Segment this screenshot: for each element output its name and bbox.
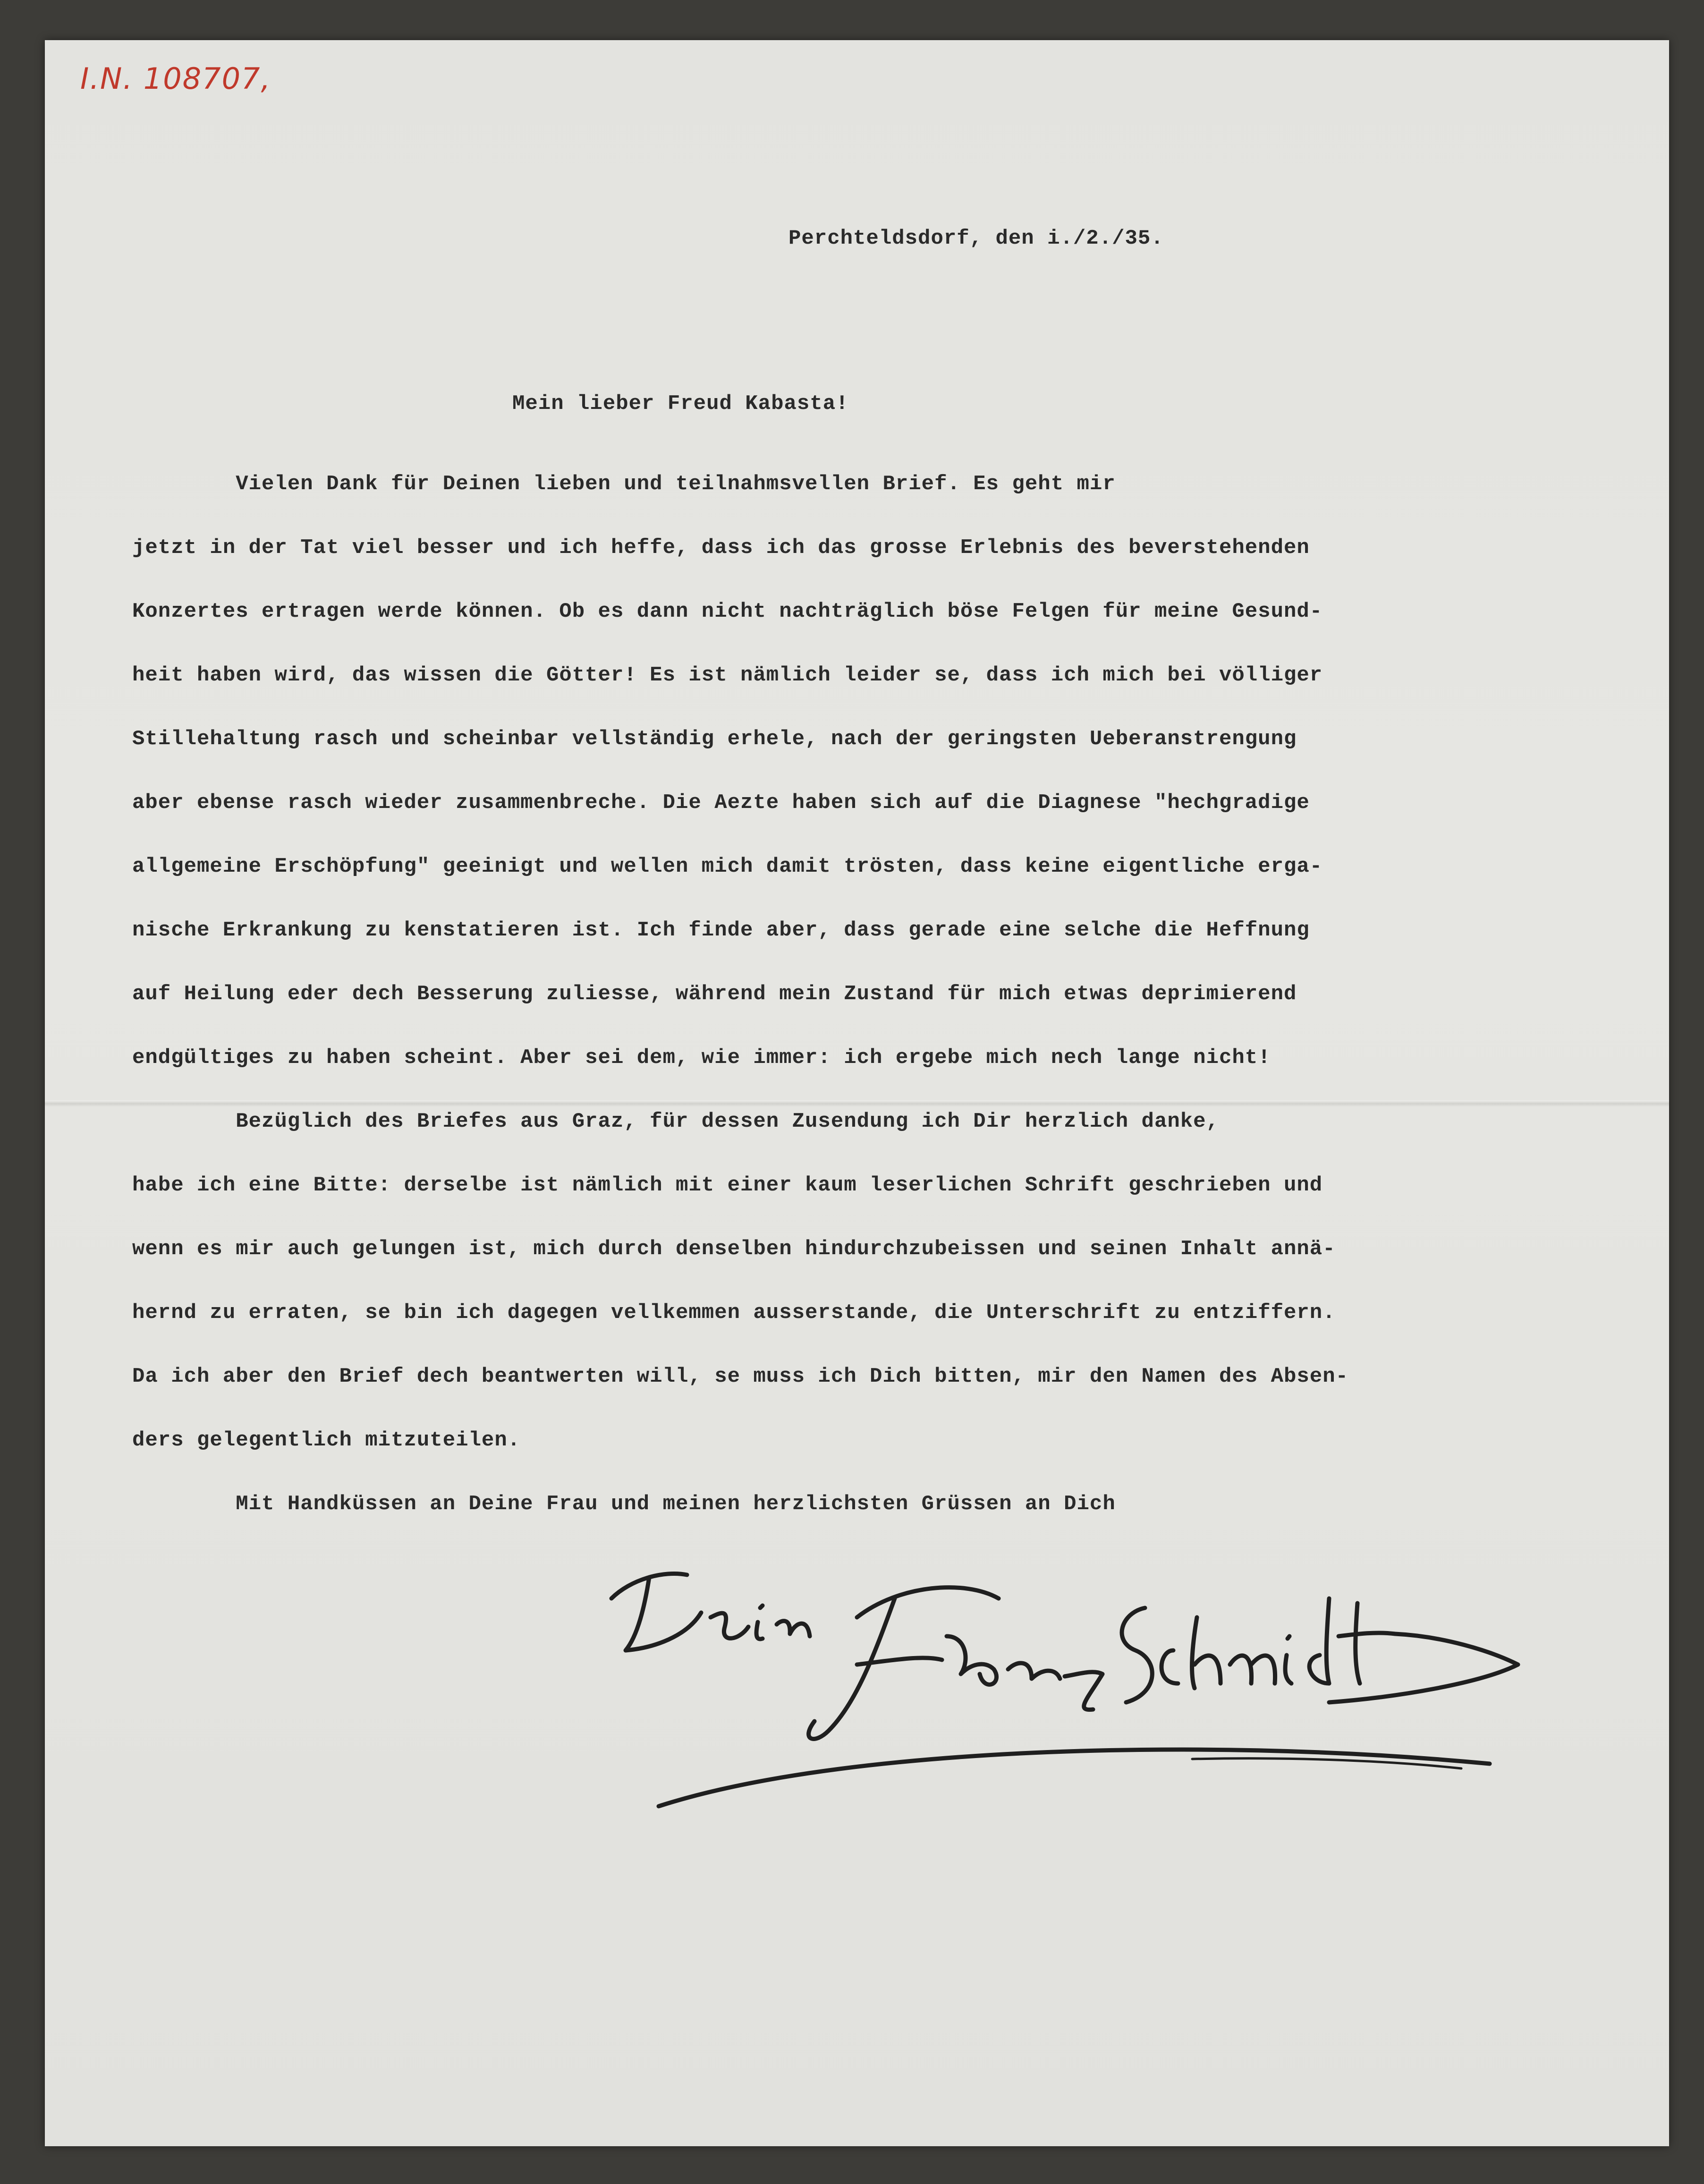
letter-line: Da ich aber den Brief dech beantwerten will, se muss ich Dich bitten, mir den Namen des Absen-: [132, 1365, 1349, 1388]
letter-line: Bezüglich des Briefes aus Graz, für dessen Zusendung ich Dir herzlich danke,: [132, 1110, 1219, 1133]
salutation: Mein lieber Freud Kabasta!: [512, 392, 849, 416]
dateline: Perchteldsdorf, den i./2./35.: [788, 227, 1164, 250]
archive-number: I.N. 108707,: [80, 61, 271, 96]
letter-line: endgültiges zu haben scheint. Aber sei dem, wie immer: ich ergebe mich nech lange nicht!: [132, 1046, 1271, 1070]
letter-line: Vielen Dank für Deinen lieben und teilnahmsvellen Brief. Es geht mir: [132, 472, 1116, 496]
letter-line: ders gelegentlich mitzuteilen.: [132, 1428, 521, 1452]
letter-line: habe ich eine Bitte: derselbe ist nämlich mit einer kaum leserlichen Schrift geschrieben und: [132, 1173, 1323, 1197]
letter-line: nische Erkrankung zu kenstatieren ist. Ich finde aber, dass gerade eine selche die Heffnung: [132, 918, 1310, 942]
letter-line: Mit Handküssen an Deine Frau und meinen herzlichsten Grüssen an Dich: [132, 1492, 1116, 1516]
handwritten-signature: [593, 1542, 1631, 1844]
letter-line: aber ebense rasch wieder zusammenbreche. Die Aezte haben sich auf die Diagnese "hechgradige: [132, 791, 1310, 815]
letter-line: wenn es mir auch gelungen ist, mich durch denselben hindurchzubeissen und seinen Inhalt annä-: [132, 1237, 1336, 1261]
letter-line: Konzertes ertragen werde können. Ob es dann nicht nachträglich böse Felgen für meine Gesund-: [132, 600, 1323, 623]
letter-line: heit haben wird, das wissen die Götter! Es ist nämlich leider se, dass ich mich bei völliger: [132, 663, 1323, 687]
paper-fold: [45, 1100, 1669, 1107]
letter-line: allgemeine Erschöpfung" geeinigt und wellen mich damit trösten, dass keine eigentliche erga-: [132, 855, 1323, 878]
letter-line: hernd zu erraten, se bin ich dagegen vellkemmen ausserstande, die Unterschrift zu entziffern.: [132, 1301, 1336, 1325]
letter-line: auf Heilung eder dech Besserung zuliesse, während mein Zustand für mich etwas deprimierend: [132, 982, 1297, 1006]
letter-line: Stillehaltung rasch und scheinbar vellständig erhele, nach der geringsten Ueberanstrengung: [132, 727, 1297, 751]
letter-sheet: [45, 40, 1669, 2146]
letter-line: jetzt in der Tat viel besser und ich heffe, dass ich das grosse Erlebnis des beverstehenden: [132, 536, 1310, 560]
